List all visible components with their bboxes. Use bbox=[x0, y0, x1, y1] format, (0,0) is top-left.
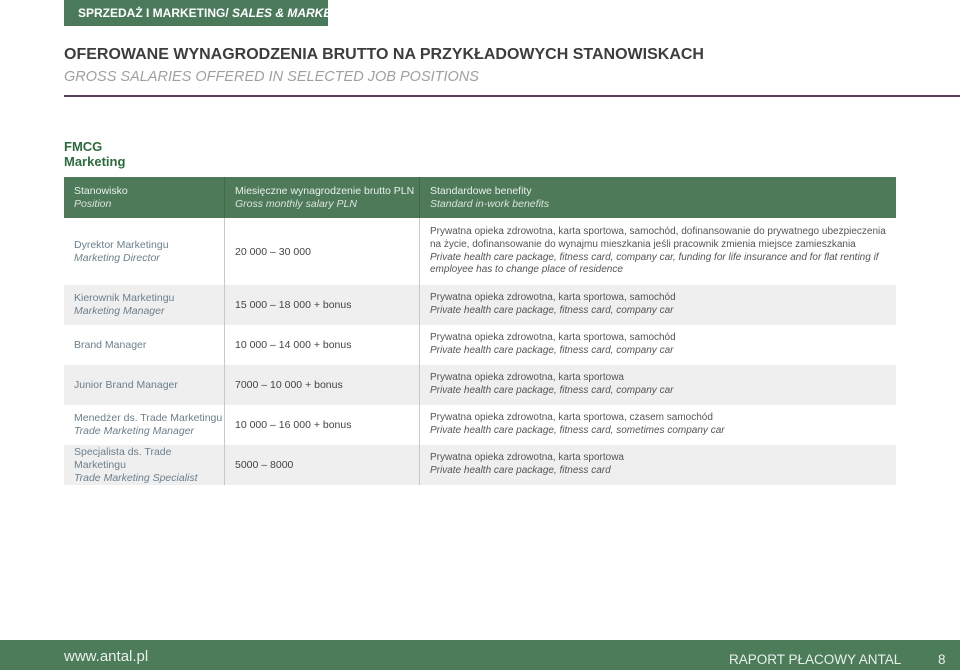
benefits-cell: Prywatna opieka zdrowotna, karta sportowa, samochód Private health care package, fitness card, company car bbox=[430, 292, 676, 316]
section-title bbox=[64, 139, 125, 169]
benefits-cell: Prywatna opieka zdrowotna, karta sportowa, czasem samochód Private health care package, fitness card, sometimes company car bbox=[430, 412, 725, 436]
column-header-benefits: Standardowe benefity Standard in-work benefits bbox=[430, 185, 550, 210]
table-row bbox=[64, 365, 896, 405]
section-badge bbox=[64, 0, 361, 26]
page-title: OFEROWANE WYNAGRODZENIA BRUTTO NA PRZYKŁADOWYCH STANOWISKACH bbox=[64, 46, 704, 63]
salary-cell: 15 000 – 18 000 + bonus bbox=[225, 285, 420, 325]
page-footer bbox=[0, 640, 960, 670]
position-cell: Specjalista ds. Trade Marketingu Trade Marketing Specialist bbox=[64, 445, 225, 485]
position-cell: Junior Brand Manager bbox=[64, 365, 225, 405]
salary-cell: 20 000 – 30 000 bbox=[225, 218, 420, 285]
column-header-position: Stanowisko Position bbox=[64, 177, 225, 218]
benefits-cell: Prywatna opieka zdrowotna, karta sportowa, samochód Private health care package, fitness card, company car bbox=[430, 332, 676, 356]
page-number: 8 bbox=[938, 652, 946, 667]
benefits-cell: Prywatna opieka zdrowotna, karta sportowa, samochód, dofinansowanie do prywatnego ubezpieczenia na życie, dofinansowanie do wynajmu mieszkania jeśli pracownik zmienia miejsce zamieszkania Private health care package, fitness card, company car, funding for life insurance and for flat renting if employee has to change place of residence bbox=[430, 226, 886, 276]
section-title-line2: Marketing bbox=[64, 154, 126, 169]
benefits-cell: Prywatna opieka zdrowotna, karta sportowa Private health care package, fitness card, company car bbox=[430, 372, 674, 396]
page-subtitle: GROSS SALARIES OFFERED IN SELECTED JOB POSITIONS bbox=[64, 69, 479, 85]
table-row bbox=[64, 445, 896, 485]
section-title-line1: FMCG bbox=[64, 139, 103, 154]
table-row bbox=[64, 218, 896, 285]
salary-table bbox=[64, 177, 896, 485]
salary-cell: 10 000 – 16 000 + bonus bbox=[225, 405, 420, 445]
badge-label-en: SALES & MARKETING bbox=[232, 6, 361, 20]
salary-cell: 10 000 – 14 000 + bonus bbox=[225, 325, 420, 365]
title-divider bbox=[64, 95, 960, 97]
position-cell: Dyrektor Marketingu Marketing Director bbox=[64, 218, 225, 285]
footer-report-title: RAPORT PŁACOWY ANTAL bbox=[729, 652, 902, 667]
table-row bbox=[64, 405, 896, 445]
table-row bbox=[64, 285, 896, 325]
position-cell: Kierownik Marketingu Marketing Manager bbox=[64, 285, 225, 325]
footer-website-link[interactable]: www.antal.pl bbox=[64, 648, 149, 665]
badge-label-pl: SPRZEDAŻ I MARKETING/ bbox=[78, 6, 229, 20]
position-cell: Brand Manager bbox=[64, 325, 225, 365]
position-cell: Menedżer ds. Trade Marketingu Trade Marketing Manager bbox=[64, 405, 225, 445]
table-header bbox=[64, 177, 896, 218]
salary-cell: 7000 – 10 000 + bonus bbox=[225, 365, 420, 405]
benefits-cell: Prywatna opieka zdrowotna, karta sportowa Private health care package, fitness card bbox=[430, 452, 624, 476]
table-row bbox=[64, 325, 896, 365]
column-header-salary: Miesięczne wynagrodzenie brutto PLN Gross monthly salary PLN bbox=[225, 177, 420, 218]
salary-cell: 5000 – 8000 bbox=[225, 445, 420, 485]
